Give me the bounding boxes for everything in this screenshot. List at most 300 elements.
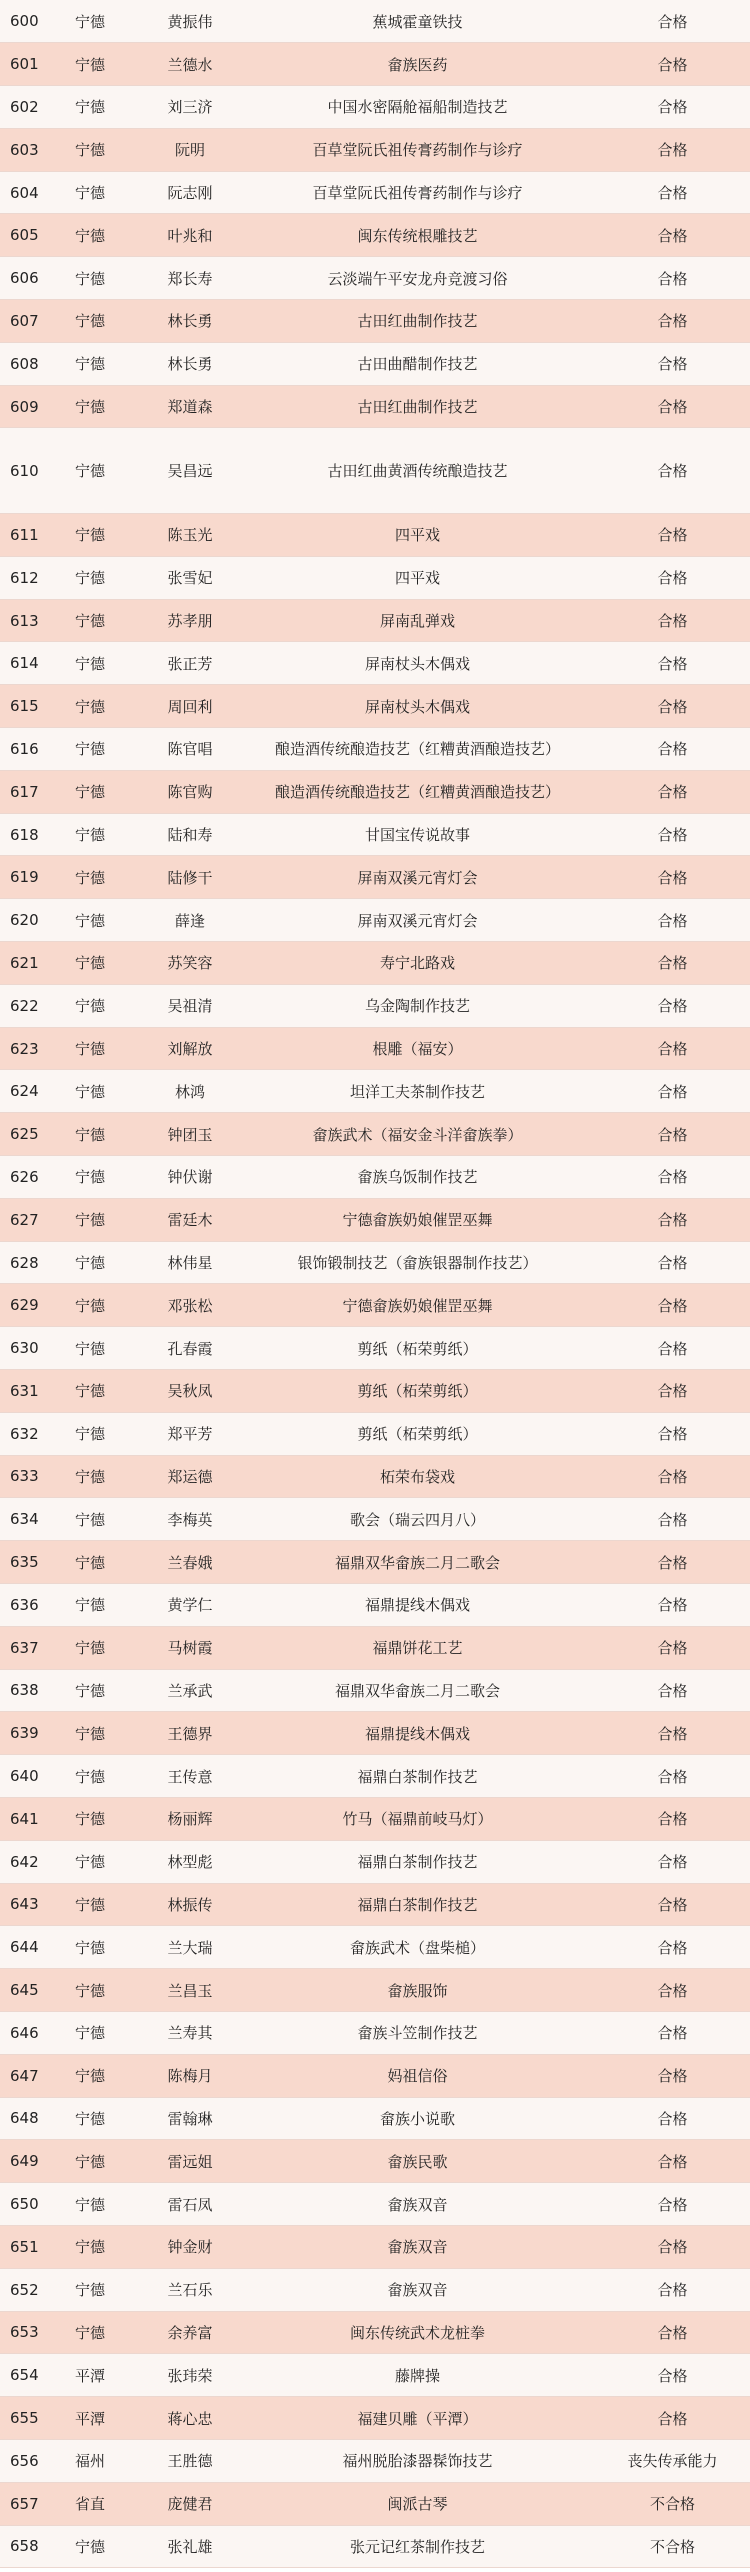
row-item: 福鼎白茶制作技艺 bbox=[240, 1883, 595, 1926]
row-item: 福鼎白茶制作技艺 bbox=[240, 1840, 595, 1883]
row-city: 宁德 bbox=[40, 1241, 140, 1284]
row-result: 合格 bbox=[595, 1412, 750, 1455]
row-number: 612 bbox=[0, 556, 40, 599]
row-item: 蕉城霍童铁技 bbox=[240, 0, 595, 43]
row-result: 合格 bbox=[595, 942, 750, 985]
row-result: 合格 bbox=[595, 1198, 750, 1241]
row-city: 宁德 bbox=[40, 385, 140, 428]
row-result: 合格 bbox=[595, 1712, 750, 1755]
row-name: 薛逢 bbox=[140, 899, 240, 942]
row-number: 626 bbox=[0, 1156, 40, 1199]
table-row bbox=[0, 214, 750, 257]
row-city: 宁德 bbox=[40, 214, 140, 257]
row-name: 阮明 bbox=[140, 128, 240, 171]
row-result: 合格 bbox=[595, 856, 750, 899]
table-row bbox=[0, 2054, 750, 2097]
row-city: 宁德 bbox=[40, 599, 140, 642]
row-result: 合格 bbox=[595, 43, 750, 86]
row-number: 642 bbox=[0, 1840, 40, 1883]
row-number: 616 bbox=[0, 728, 40, 771]
row-result: 合格 bbox=[595, 2011, 750, 2054]
row-item: 坦洋工夫茶制作技艺 bbox=[240, 1070, 595, 1113]
row-name: 庞健君 bbox=[140, 2482, 240, 2525]
row-number: 622 bbox=[0, 984, 40, 1027]
table-row bbox=[0, 2397, 750, 2440]
row-item: 福州脱胎漆器髹饰技艺 bbox=[240, 2439, 595, 2482]
table-row bbox=[0, 1241, 750, 1284]
row-city: 宁德 bbox=[40, 2268, 140, 2311]
row-city: 宁德 bbox=[40, 1113, 140, 1156]
row-city: 宁德 bbox=[40, 1712, 140, 1755]
row-result: 合格 bbox=[595, 1241, 750, 1284]
row-name: 刘三济 bbox=[140, 86, 240, 129]
row-number: 601 bbox=[0, 43, 40, 86]
row-number: 637 bbox=[0, 1626, 40, 1669]
row-item: 闽派古琴 bbox=[240, 2482, 595, 2525]
row-item: 畲族双音 bbox=[240, 2268, 595, 2311]
row-city: 宁德 bbox=[40, 342, 140, 385]
row-number: 654 bbox=[0, 2354, 40, 2397]
row-number: 638 bbox=[0, 1669, 40, 1712]
row-city: 宁德 bbox=[40, 2525, 140, 2568]
row-number: 606 bbox=[0, 257, 40, 300]
row-city: 宁德 bbox=[40, 2183, 140, 2226]
table-row bbox=[0, 899, 750, 942]
row-item: 银饰锻制技艺（畲族银器制作技艺） bbox=[240, 1241, 595, 1284]
row-number: 643 bbox=[0, 1883, 40, 1926]
row-number: 621 bbox=[0, 942, 40, 985]
row-result: 合格 bbox=[595, 214, 750, 257]
table-row bbox=[0, 1797, 750, 1840]
row-item: 古田红曲黄酒传统酿造技艺 bbox=[240, 428, 595, 514]
row-result: 合格 bbox=[595, 2183, 750, 2226]
row-item: 剪纸（柘荣剪纸） bbox=[240, 1327, 595, 1370]
row-city: 宁德 bbox=[40, 856, 140, 899]
row-number: 645 bbox=[0, 1969, 40, 2012]
table-row bbox=[0, 1669, 750, 1712]
row-city: 宁德 bbox=[40, 1626, 140, 1669]
row-result: 合格 bbox=[595, 813, 750, 856]
table-row bbox=[0, 43, 750, 86]
row-item: 畲族双音 bbox=[240, 2225, 595, 2268]
row-result: 合格 bbox=[595, 556, 750, 599]
row-result: 合格 bbox=[595, 2097, 750, 2140]
row-city: 宁德 bbox=[40, 300, 140, 343]
table-row bbox=[0, 1541, 750, 1584]
row-city: 宁德 bbox=[40, 1926, 140, 1969]
row-item: 古田曲醋制作技艺 bbox=[240, 342, 595, 385]
table-row bbox=[0, 1027, 750, 1070]
row-name: 孔春霞 bbox=[140, 1327, 240, 1370]
row-number: 648 bbox=[0, 2097, 40, 2140]
row-number: 624 bbox=[0, 1070, 40, 1113]
row-result: 合格 bbox=[595, 514, 750, 557]
row-name: 阮志刚 bbox=[140, 171, 240, 214]
row-number: 605 bbox=[0, 214, 40, 257]
table-row bbox=[0, 599, 750, 642]
row-name: 吴秋凤 bbox=[140, 1370, 240, 1413]
row-name: 林长勇 bbox=[140, 342, 240, 385]
row-number: 646 bbox=[0, 2011, 40, 2054]
table-row bbox=[0, 942, 750, 985]
row-city: 宁德 bbox=[40, 1327, 140, 1370]
row-item: 四平戏 bbox=[240, 514, 595, 557]
row-city: 宁德 bbox=[40, 685, 140, 728]
row-name: 郑运德 bbox=[140, 1455, 240, 1498]
row-name: 王胜德 bbox=[140, 2439, 240, 2482]
row-result: 合格 bbox=[595, 2311, 750, 2354]
row-item: 妈祖信俗 bbox=[240, 2054, 595, 2097]
row-number: 603 bbox=[0, 128, 40, 171]
row-name: 兰德水 bbox=[140, 43, 240, 86]
row-name: 刘解放 bbox=[140, 1027, 240, 1070]
table-row bbox=[0, 385, 750, 428]
row-result: 合格 bbox=[595, 385, 750, 428]
row-result: 合格 bbox=[595, 1284, 750, 1327]
row-result: 合格 bbox=[595, 2397, 750, 2440]
table-row bbox=[0, 0, 750, 43]
table-row bbox=[0, 1370, 750, 1413]
row-name: 兰石乐 bbox=[140, 2268, 240, 2311]
row-city: 宁德 bbox=[40, 813, 140, 856]
row-result: 合格 bbox=[595, 2354, 750, 2397]
row-result: 合格 bbox=[595, 1583, 750, 1626]
row-result: 合格 bbox=[595, 642, 750, 685]
row-number: 650 bbox=[0, 2183, 40, 2226]
row-name: 苏笑容 bbox=[140, 942, 240, 985]
row-result: 合格 bbox=[595, 1669, 750, 1712]
table-row bbox=[0, 1840, 750, 1883]
row-item: 剪纸（柘荣剪纸） bbox=[240, 1370, 595, 1413]
row-number: 639 bbox=[0, 1712, 40, 1755]
row-name: 黄振伟 bbox=[140, 0, 240, 43]
row-city: 宁德 bbox=[40, 642, 140, 685]
row-item: 畲族乌饭制作技艺 bbox=[240, 1156, 595, 1199]
table-row bbox=[0, 1583, 750, 1626]
row-item: 宁德畲族奶娘催罡巫舞 bbox=[240, 1198, 595, 1241]
row-result: 合格 bbox=[595, 2225, 750, 2268]
row-name: 钟团玉 bbox=[140, 1113, 240, 1156]
row-result: 合格 bbox=[595, 770, 750, 813]
row-number: 604 bbox=[0, 171, 40, 214]
row-item: 闽东传统根雕技艺 bbox=[240, 214, 595, 257]
row-name: 兰大瑞 bbox=[140, 1926, 240, 1969]
row-city: 宁德 bbox=[40, 1883, 140, 1926]
row-city: 宁德 bbox=[40, 128, 140, 171]
table-row bbox=[0, 2311, 750, 2354]
row-item: 福鼎提线木偶戏 bbox=[240, 1583, 595, 1626]
row-result: 不合格 bbox=[595, 2482, 750, 2525]
row-result: 合格 bbox=[595, 1926, 750, 1969]
row-number: 633 bbox=[0, 1455, 40, 1498]
table-row bbox=[0, 556, 750, 599]
row-name: 吴祖清 bbox=[140, 984, 240, 1027]
row-number: 623 bbox=[0, 1027, 40, 1070]
row-city: 宁德 bbox=[40, 0, 140, 43]
row-item: 柘荣布袋戏 bbox=[240, 1455, 595, 1498]
row-name: 雷远姐 bbox=[140, 2140, 240, 2183]
row-number: 649 bbox=[0, 2140, 40, 2183]
row-number: 619 bbox=[0, 856, 40, 899]
row-item: 寿宁北路戏 bbox=[240, 942, 595, 985]
table-row bbox=[0, 685, 750, 728]
row-name: 陈玉光 bbox=[140, 514, 240, 557]
row-number: 636 bbox=[0, 1583, 40, 1626]
row-result: 合格 bbox=[595, 1755, 750, 1798]
row-number: 602 bbox=[0, 86, 40, 129]
row-item: 畲族武术（福安金斗洋畲族拳） bbox=[240, 1113, 595, 1156]
row-number: 627 bbox=[0, 1198, 40, 1241]
row-result: 不合格 bbox=[595, 2525, 750, 2568]
row-name: 郑长寿 bbox=[140, 257, 240, 300]
row-city: 宁德 bbox=[40, 1755, 140, 1798]
row-name: 陈官购 bbox=[140, 770, 240, 813]
row-number: 640 bbox=[0, 1755, 40, 1798]
row-result: 合格 bbox=[595, 1327, 750, 1370]
row-result: 合格 bbox=[595, 2054, 750, 2097]
row-name: 陈官唱 bbox=[140, 728, 240, 771]
row-result: 合格 bbox=[595, 1626, 750, 1669]
row-city: 宁德 bbox=[40, 770, 140, 813]
row-name: 兰寿其 bbox=[140, 2011, 240, 2054]
row-item: 中国水密隔舱福船制造技艺 bbox=[240, 86, 595, 129]
table-row bbox=[0, 1755, 750, 1798]
row-name: 兰承武 bbox=[140, 1669, 240, 1712]
row-city: 宁德 bbox=[40, 1027, 140, 1070]
row-item: 畲族武术（盘柴槌） bbox=[240, 1926, 595, 1969]
row-item: 古田红曲制作技艺 bbox=[240, 300, 595, 343]
row-city: 宁德 bbox=[40, 1156, 140, 1199]
row-name: 钟伏谢 bbox=[140, 1156, 240, 1199]
row-result: 合格 bbox=[595, 1498, 750, 1541]
row-result: 合格 bbox=[595, 599, 750, 642]
row-name: 李梅英 bbox=[140, 1498, 240, 1541]
row-name: 蒋心忠 bbox=[140, 2397, 240, 2440]
table-row bbox=[0, 171, 750, 214]
table-row bbox=[0, 86, 750, 129]
row-result: 丧失传承能力 bbox=[595, 2439, 750, 2482]
row-item: 云淡端午平安龙舟竞渡习俗 bbox=[240, 257, 595, 300]
row-name: 周回利 bbox=[140, 685, 240, 728]
row-result: 合格 bbox=[595, 1156, 750, 1199]
table-row bbox=[0, 2482, 750, 2525]
table-row bbox=[0, 856, 750, 899]
row-result: 合格 bbox=[595, 171, 750, 214]
table-row bbox=[0, 300, 750, 343]
row-result: 合格 bbox=[595, 257, 750, 300]
table-row bbox=[0, 1156, 750, 1199]
row-name: 陆修干 bbox=[140, 856, 240, 899]
row-item: 屏南杖头木偶戏 bbox=[240, 685, 595, 728]
table-row bbox=[0, 2225, 750, 2268]
row-item: 闽东传统武术龙桩拳 bbox=[240, 2311, 595, 2354]
row-number: 607 bbox=[0, 300, 40, 343]
row-result: 合格 bbox=[595, 86, 750, 129]
row-city: 宁德 bbox=[40, 1455, 140, 1498]
table-row bbox=[0, 1284, 750, 1327]
row-name: 张雪妃 bbox=[140, 556, 240, 599]
row-number: 617 bbox=[0, 770, 40, 813]
row-name: 邓张松 bbox=[140, 1284, 240, 1327]
table-row bbox=[0, 2525, 750, 2568]
row-city: 宁德 bbox=[40, 1840, 140, 1883]
row-name: 张礼雄 bbox=[140, 2525, 240, 2568]
row-name: 王德界 bbox=[140, 1712, 240, 1755]
row-item: 甘国宝传说故事 bbox=[240, 813, 595, 856]
row-number: 657 bbox=[0, 2482, 40, 2525]
row-number: 620 bbox=[0, 899, 40, 942]
row-name: 雷翰琳 bbox=[140, 2097, 240, 2140]
table-row bbox=[0, 642, 750, 685]
row-city: 宁德 bbox=[40, 43, 140, 86]
row-number: 635 bbox=[0, 1541, 40, 1584]
row-item: 古田红曲制作技艺 bbox=[240, 385, 595, 428]
row-city: 宁德 bbox=[40, 1070, 140, 1113]
row-result: 合格 bbox=[595, 1455, 750, 1498]
table-row bbox=[0, 2268, 750, 2311]
row-name: 张正芳 bbox=[140, 642, 240, 685]
row-city: 宁德 bbox=[40, 556, 140, 599]
table-row bbox=[0, 2097, 750, 2140]
table-row bbox=[0, 1969, 750, 2012]
row-result: 合格 bbox=[595, 0, 750, 43]
row-item: 畲族医药 bbox=[240, 43, 595, 86]
row-result: 合格 bbox=[595, 2140, 750, 2183]
row-name: 张玮荣 bbox=[140, 2354, 240, 2397]
row-item: 酿造酒传统酿造技艺（红糟黄酒酿造技艺） bbox=[240, 728, 595, 771]
row-result: 合格 bbox=[595, 984, 750, 1027]
row-result: 合格 bbox=[595, 1370, 750, 1413]
row-city: 福州 bbox=[40, 2439, 140, 2482]
row-result: 合格 bbox=[595, 1027, 750, 1070]
row-result: 合格 bbox=[595, 685, 750, 728]
table-row bbox=[0, 1327, 750, 1370]
row-number: 641 bbox=[0, 1797, 40, 1840]
row-city: 宁德 bbox=[40, 2225, 140, 2268]
row-number: 634 bbox=[0, 1498, 40, 1541]
row-name: 余养富 bbox=[140, 2311, 240, 2354]
row-item: 屏南乱弹戏 bbox=[240, 599, 595, 642]
row-item: 乌金陶制作技艺 bbox=[240, 984, 595, 1027]
row-number: 628 bbox=[0, 1241, 40, 1284]
row-name: 陈梅月 bbox=[140, 2054, 240, 2097]
row-city: 宁德 bbox=[40, 2011, 140, 2054]
row-number: 618 bbox=[0, 813, 40, 856]
row-name: 林振传 bbox=[140, 1883, 240, 1926]
table-row bbox=[0, 257, 750, 300]
table-row bbox=[0, 1926, 750, 1969]
row-item: 四平戏 bbox=[240, 556, 595, 599]
row-item: 畲族斗笠制作技艺 bbox=[240, 2011, 595, 2054]
row-city: 宁德 bbox=[40, 1198, 140, 1241]
row-name: 林伟星 bbox=[140, 1241, 240, 1284]
row-city: 宁德 bbox=[40, 899, 140, 942]
table-row bbox=[0, 1498, 750, 1541]
table-row bbox=[0, 514, 750, 557]
row-city: 宁德 bbox=[40, 2054, 140, 2097]
row-name: 叶兆和 bbox=[140, 214, 240, 257]
table-row bbox=[0, 2183, 750, 2226]
row-item: 福建贝雕（平潭） bbox=[240, 2397, 595, 2440]
row-item: 福鼎提线木偶戏 bbox=[240, 1712, 595, 1755]
row-city: 宁德 bbox=[40, 2140, 140, 2183]
table-row bbox=[0, 2354, 750, 2397]
table-row bbox=[0, 2011, 750, 2054]
row-city: 宁德 bbox=[40, 171, 140, 214]
row-name: 雷石凤 bbox=[140, 2183, 240, 2226]
table-row bbox=[0, 770, 750, 813]
row-number: 600 bbox=[0, 0, 40, 43]
row-city: 宁德 bbox=[40, 1797, 140, 1840]
row-number: 653 bbox=[0, 2311, 40, 2354]
row-result: 合格 bbox=[595, 1969, 750, 2012]
row-name: 王传意 bbox=[140, 1755, 240, 1798]
row-name: 陆和寿 bbox=[140, 813, 240, 856]
row-name: 郑道森 bbox=[140, 385, 240, 428]
table-row bbox=[0, 1626, 750, 1669]
row-item: 根雕（福安） bbox=[240, 1027, 595, 1070]
row-item: 屏南双溪元宵灯会 bbox=[240, 856, 595, 899]
row-result: 合格 bbox=[595, 300, 750, 343]
row-number: 615 bbox=[0, 685, 40, 728]
row-result: 合格 bbox=[595, 1883, 750, 1926]
row-item: 畲族服饰 bbox=[240, 1969, 595, 2012]
row-city: 宁德 bbox=[40, 86, 140, 129]
row-item: 畲族小说歌 bbox=[240, 2097, 595, 2140]
row-city: 宁德 bbox=[40, 1969, 140, 2012]
row-result: 合格 bbox=[595, 899, 750, 942]
row-name: 雷廷木 bbox=[140, 1198, 240, 1241]
row-city: 宁德 bbox=[40, 2097, 140, 2140]
row-result: 合格 bbox=[595, 728, 750, 771]
table-row bbox=[0, 1455, 750, 1498]
row-city: 宁德 bbox=[40, 1583, 140, 1626]
table-row bbox=[0, 1198, 750, 1241]
row-number: 651 bbox=[0, 2225, 40, 2268]
row-number: 610 bbox=[0, 428, 40, 514]
row-number: 644 bbox=[0, 1926, 40, 1969]
row-city: 宁德 bbox=[40, 1669, 140, 1712]
row-city: 宁德 bbox=[40, 1370, 140, 1413]
row-city: 宁德 bbox=[40, 1412, 140, 1455]
row-city: 宁德 bbox=[40, 2311, 140, 2354]
row-number: 632 bbox=[0, 1412, 40, 1455]
row-item: 张元记红茶制作技艺 bbox=[240, 2525, 595, 2568]
row-number: 614 bbox=[0, 642, 40, 685]
row-name: 林鸿 bbox=[140, 1070, 240, 1113]
table-row bbox=[0, 1070, 750, 1113]
row-item: 福鼎双华畲族二月二歌会 bbox=[240, 1541, 595, 1584]
row-number: 656 bbox=[0, 2439, 40, 2482]
row-name: 马树霞 bbox=[140, 1626, 240, 1669]
row-number: 613 bbox=[0, 599, 40, 642]
row-city: 平潭 bbox=[40, 2397, 140, 2440]
row-item: 竹马（福鼎前岐马灯） bbox=[240, 1797, 595, 1840]
row-name: 黄学仁 bbox=[140, 1583, 240, 1626]
row-name: 吴昌远 bbox=[140, 428, 240, 514]
row-city: 宁德 bbox=[40, 514, 140, 557]
row-city: 平潭 bbox=[40, 2354, 140, 2397]
row-number: 647 bbox=[0, 2054, 40, 2097]
table-row bbox=[0, 728, 750, 771]
row-city: 宁德 bbox=[40, 1541, 140, 1584]
table-row bbox=[0, 1712, 750, 1755]
row-item: 畲族双音 bbox=[240, 2183, 595, 2226]
row-item: 宁德畲族奶娘催罡巫舞 bbox=[240, 1284, 595, 1327]
table-row bbox=[0, 2439, 750, 2482]
row-item: 福鼎白茶制作技艺 bbox=[240, 1755, 595, 1798]
row-item: 屏南杖头木偶戏 bbox=[240, 642, 595, 685]
